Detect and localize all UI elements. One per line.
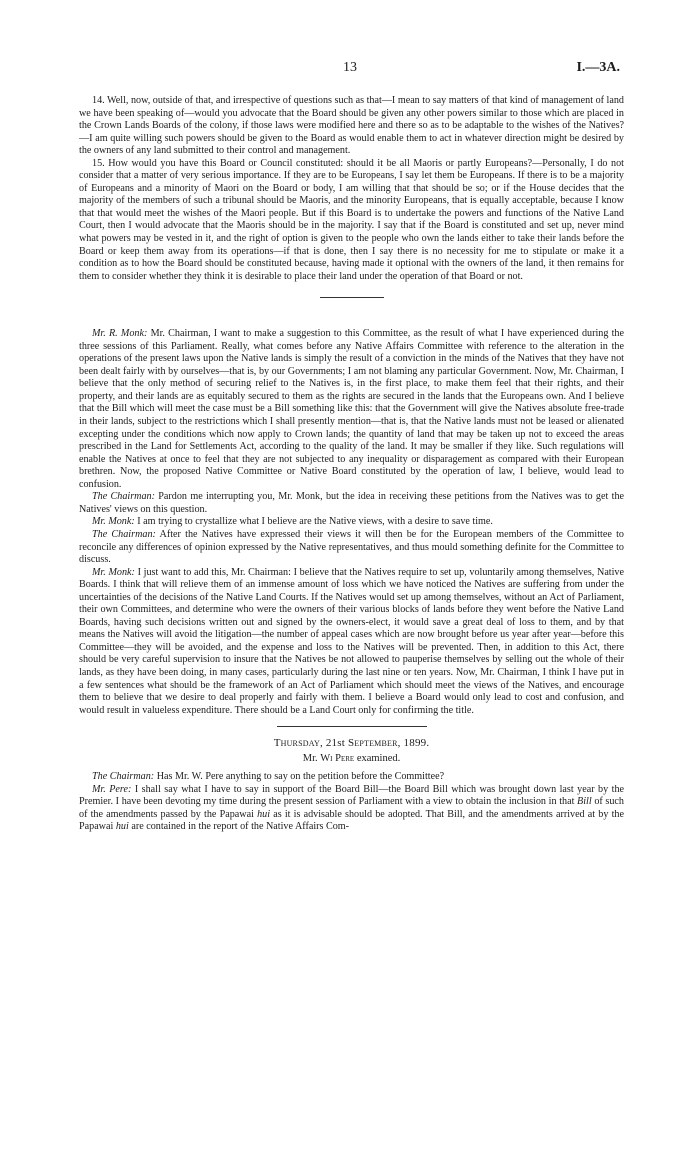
statement-italic: hui xyxy=(257,808,271,820)
speaker-label: The Chairman: xyxy=(92,491,155,503)
monk-statement-3 xyxy=(79,567,624,718)
page-number: 13 xyxy=(343,60,357,75)
statement-text: are contained in the report of the Native Affairs Com- xyxy=(128,821,350,833)
session-date xyxy=(79,737,624,750)
session-month: September xyxy=(347,737,398,750)
chairman-statement-3 xyxy=(79,771,624,784)
session-year: , 1899. xyxy=(397,737,430,750)
chairman-statement-2 xyxy=(79,529,624,567)
statement-italic: hui xyxy=(115,821,129,833)
statement-text: of such of the amendments passed by the Papawai xyxy=(79,796,624,820)
witness-title: Mr. xyxy=(302,752,321,764)
statement-text: Has Mr. W. Pere anything to say on the petition before the Committee? xyxy=(154,771,445,783)
statement-text: I just want to add this, Mr. Chairman: I believe that the Natives require to set up, voluntarily among themselves, Native Boards. I think that will relieve them of an immense amount of loss which we have noticed the Natives are suffering from under the uncertainties of the decisions of the Native Land Courts. If the Natives would set up among themselves, without an Act of Parliament, their own Committees, and determine who were the owners of their various blocks of lands before they went before the Native Land Boards, having such decisions written out and signed by the owners-elect, it would save a great deal of loss to them, and by that means the Natives will avoid the litigation—the number of appeal cases which are now brought before us year after year—before this Committee—they will be avoided, and the expense and loss to the Natives will be prevented. Then, in addition to this Act, there should be very careful supervision to insure that the Natives be not allowed to pauperise themselves by selling out the whole of their lands, as they have been doing, in many cases, particularly during the last nine or ten years. Now, Mr. Chairman, I think I have put in a few sentences what should be the framework of an Act of Parliament which should meet the views of the Natives, and encourage them to believe that we desire to deal properly and fairly with them. I believe a Board would only lead to cost and confusion, and would result in valueless expenditure. There should be a Land Court only for confirming the title. xyxy=(79,566,624,716)
witness-heading xyxy=(79,753,624,766)
statement-text: Mr. Chairman, I want to make a suggestion to this Committee, as the result of what I have experienced during the three sessions of this Parliament. Really, what comes before any Native Affairs Committee with reference to the alteration in the operations of the present laws upon the Native lands is simply the result of a conviction in the minds of the Natives that they have not been dealt fairly with by ourselves—that is, by our Governments; I am not blaming any particular Government. Now, Mr. Chairman, I believe that the only method of securing relief to the Natives is, in the first place, to make them feel that their rights, and their property, and their lands are as equitably secured to them as the rights are secured in the lands that the Europeans own. And I believe that the Bill which will meet the case must be a Bill something like this: that the Government will give the Natives absolute free-trade in their lands, subject to the restrictions which I shall presently mention—that is, that the Native lands must not be leased or alienated excepting under the conditions which now apply to Crown lands; the quantity of land that may be taken up not to exceed the areas prescribed in the Land for Settlements Act, according to the quality of the land. It may be smaller if they like. Such regulations will enable the Natives at once to feel that they are not subjected to any inequality or disparagement as compared with their European brethren. Now, the proposed Native Committee or Native Board constituted by the operation of law, I believe, would lead to confusion. xyxy=(79,328,624,490)
question-15: 15. How would you have this Board or Council constituted: should it be all Maoris or partly Europeans?—Personally, I do not consider that a matter of very serious importance. If they are to be Europeans, I say let them be Europeans. If there is to be a majority of Europeans and a minority of Maori on the Board or body, I am willing that that should be so; or if the House decides that the majority of the members of such a tribunal should be Maoris, and the minority Europeans, that is equally acceptable, because I know that that would meet the wishes of the Maori people. But if this Board is to undertake the powers and functions of the Native Land Court, then I would advocate that the Maoris should be in the majority. I say that if the Board is constituted and set up, never mind what powers may be vested in it, and the right of option is given to the people who own the lands either to take their lands before the Board or keep them away from its operations—if that is done, then I say there is no necessity for me to stipulate or make it a condition as to how the Board should be constituted because, having made it optional with the owners of the land, it then remains for them to consider whether they think it is desirable to place their land under the operation of that Board or not. xyxy=(79,157,624,282)
session-day: , 21st xyxy=(319,737,348,750)
document-reference: I.—3A. xyxy=(576,60,620,75)
speaker-label: Mr. Monk: xyxy=(92,516,135,528)
section-divider xyxy=(277,726,427,727)
pere-statement xyxy=(79,784,624,834)
statement-italic: Bill xyxy=(577,796,592,808)
speaker-label: Mr. Monk: xyxy=(92,566,135,578)
speaker-label: The Chairman: xyxy=(92,528,156,540)
witness-examined: examined. xyxy=(354,752,401,764)
document-body xyxy=(79,95,624,834)
statement-text: as it is advisable should be adopted. That Bill, and the amendments arrived at by the Papawai xyxy=(79,808,624,833)
monk-statement-1 xyxy=(79,328,624,491)
statement-text: I am trying to crystallize what I believe are the Native views, with a desire to save time. xyxy=(134,516,493,528)
page-header xyxy=(80,60,620,80)
monk-statement-2 xyxy=(79,516,624,529)
session-weekday: Thursday xyxy=(273,737,320,750)
question-14: 14. Well, now, outside of that, and irrespective of questions such as that—I mean to say matters of that kind of management of land we have been speaking of—would you advocate that the Board should be given any other powers similar to those which are placed in the Crown Lands Boards of the colony, if those laws were modified here and there so as to be adaptable to the wishes of the Natives?—I am quite willing such powers should be given to the Board as would enable them to act in whatever direction might be desired by the owners of any land submitted to their control and management. xyxy=(79,95,624,157)
speaker-label: Mr. R. Monk: xyxy=(92,328,148,340)
witness-name: Wi Pere xyxy=(320,752,355,764)
speaker-label: The Chairman: xyxy=(92,771,155,783)
section-divider xyxy=(320,297,384,298)
chairman-statement-1 xyxy=(79,491,624,516)
speaker-label: Mr. Pere: xyxy=(92,783,132,795)
statement-text: I shall say what I have to say in support of the Board Bill—the Board Bill which was brought down last year by the Premier. I have been devoting my time during the present session of Parliament with a view to obtain the inclusion in that xyxy=(79,783,624,808)
statement-text: After the Natives have expressed their views it will then be for the European members of the Committee to reconcile any differences of opinion expressed by the Native representatives, and thus mould something definite for the Committee to discuss. xyxy=(79,528,624,566)
statement-text: Pardon me interrupting you, Mr. Monk, but the idea in receiving these petitions from the Natives was to get the Natives' views on this question. xyxy=(79,491,624,515)
